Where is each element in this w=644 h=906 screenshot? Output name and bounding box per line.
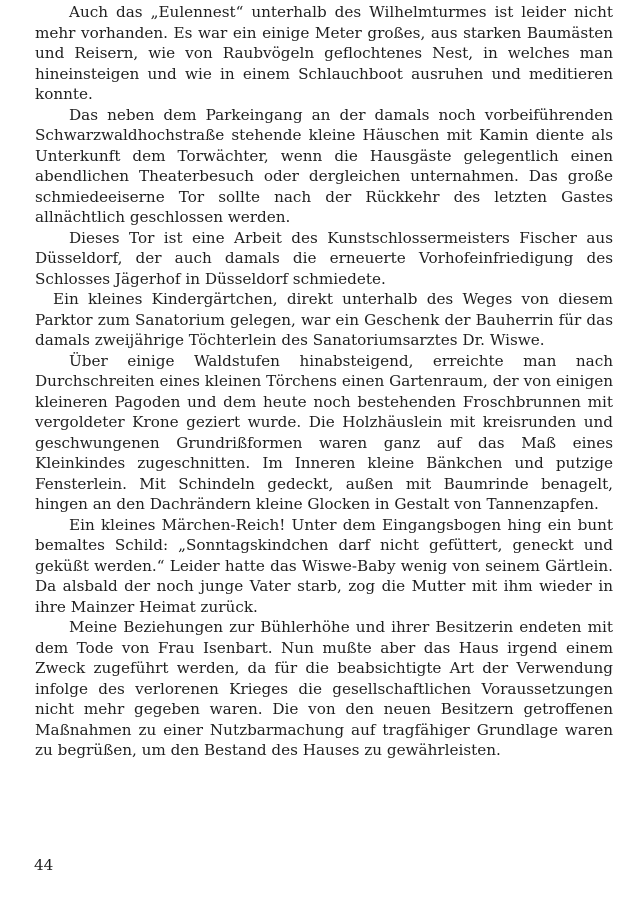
paragraph-kindergaertchen: Ein kleines Kindergärtchen, direkt unterhalb des Weges von diesem Parktor zum Sanatorium gelegen, war ein Geschenk der Bauherrin für das damals zweijährige Töchterlein des Sanatoriumsarztes Dr. Wiswe. <box>35 290 613 349</box>
paragraph-buehlerhoehe: Meine Beziehungen zur Bühlerhöhe und ihrer Besitzerin endeten mit dem Tode von Frau Isenbart. Nun mußte aber das Haus irgend einem Zweck zugeführt werden, da für die beabsichtigte Art der Verwendung infolge des verlorenen Krieges die gesellschaftlichen Voraussetzungen nicht mehr gegeben waren. Die von den neuen Besitzern getroffenen Maßnahmen zu einer Nutzbarmachung auf tragfähiger Grundlage waren zu begrüßen, um den Bestand des Hauses zu gewährleisten. <box>35 618 613 759</box>
paragraph-torwaechter: Das neben dem Parkeingang an der damals noch vorbeiführenden Schwarzwaldhochstraße stehende kleine Häuschen mit Kamin diente als Unterkunft dem Torwächter, wenn die Hausgäste gelegentlich einen abendlichen Theaterbesuch oder dergleichen unternahmen. Das große schmiedeeiserne Tor sollte nach der Rückkehr des letzten Gastes allnächtlich geschlossen werden. <box>35 105 613 226</box>
paragraph-gartenraum: Über einige Waldstufen hinabsteigend, erreichte man nach Durchschreiten eines kleinen Törchens einen Gartenraum, der von einigen kleineren Pagoden und dem heute noch bestehenden Froschbrunnen mit vergoldeter Krone geziert wurde. Die Holzhäuslein mit kreisrunden und geschwungenen Grundrißformen waren ganz auf das Maß eines Kleinkindes zugeschnitten. Im Inneren kleine Bänkchen und putzige Fensterlein. Mit Schindeln gedeckt, außen mit Baumrinde benagelt, hingen an den Dachrändern kleine Glocken in Gestalt von Tannenzapfen. <box>35 351 613 513</box>
paragraph-eulennest: Auch das „Eulennest“ unterhalb des Wilhelmturmes ist leider nicht mehr vorhanden. Es war ein einige Meter großes, aus starken Baumästen und Reisern, wie von Raubvögeln geflochtenes Nest, in welches man hineinsteigen und wie in einem Schlauchboot ausruhen und meditieren konnte. <box>35 3 613 103</box>
page-body <box>35 2 613 761</box>
paragraph-tor: Dieses Tor ist eine Arbeit des Kunstschlossermeisters Fischer aus Düsseldorf, der auch damals die erneuerte Vorhofeinfriedigung des Schlosses Jägerhof in Düsseldorf schmiedete. <box>35 228 613 288</box>
page-number: 44 <box>34 856 54 874</box>
paragraph-maerchen-reich: Ein kleines Märchen-Reich! Unter dem Eingangsbogen hing ein bunt bemaltes Schild: „Sonntagskindchen darf nicht gefüttert, geneckt und geküßt werden.“ Leider hatte das Wiswe-Baby wenig von seinem Gärtlein. Da alsbald der noch junge Vater starb, zog die Mutter mit ihm wieder in ihre Mainzer Heimat zurück. <box>35 515 613 616</box>
